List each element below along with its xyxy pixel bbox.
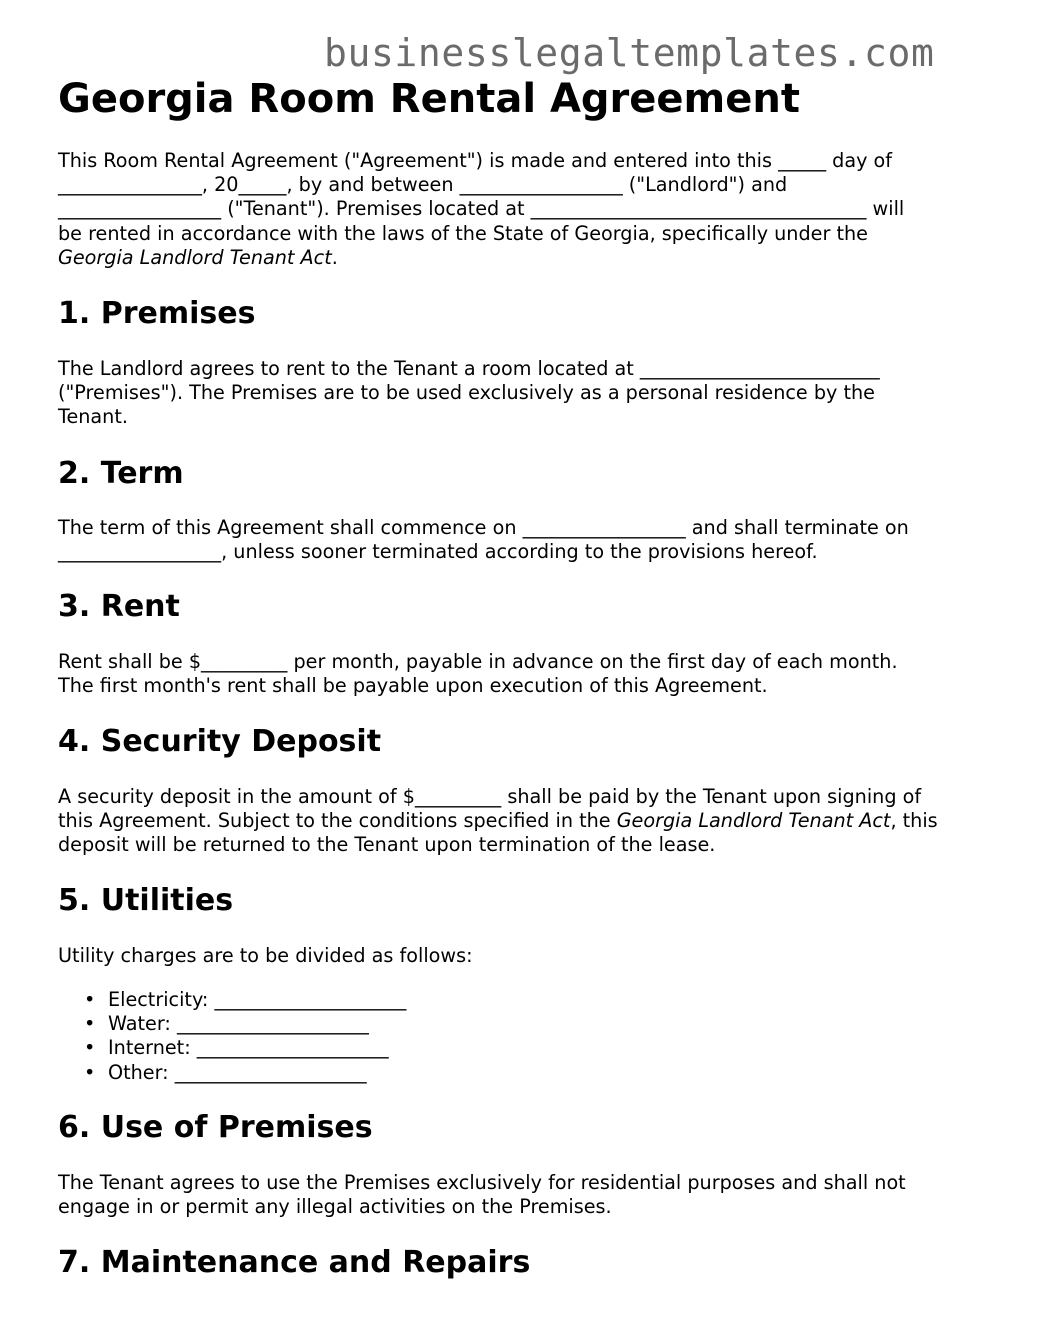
paragraph-line: The Tenant agrees to use the Premises exclusively for residential purposes and shall not [58,1171,906,1194]
paragraph-line: ("Premises"). The Premises are to be used exclusively as a personal residence by the [58,381,875,405]
utilities-list [84,988,406,1085]
watermark-site-name: businesslegaltemplates.com [324,31,935,75]
list-item [84,1012,406,1036]
bullet-icon: • [84,1060,96,1084]
section-heading-premises: 1. Premises [58,296,256,331]
use-of-premises-paragraph [58,1171,998,1219]
term-paragraph [58,516,998,564]
paragraph-line: engage in or permit any illegal activities on the Premises. [58,1195,612,1219]
intro-line: be rented in accordance with the laws of the State of Georgia, specifically under the [58,221,868,245]
intro-line: _______________, 20_____, by and between _________________ ("Landlord") and [58,173,788,197]
paragraph-line [58,809,998,833]
paragraph-line: The term of this Agreement shall commence on _________________ and shall terminate on [58,516,909,539]
paragraph-line: The first month's rent shall be payable upon execution of this Agreement. [58,674,768,698]
utilities-paragraph [58,944,998,968]
paragraph-line: deposit will be returned to the Tenant upon termination of the lease. [58,833,716,857]
intro-line-end: . [331,245,338,269]
intro-line: This Room Rental Agreement ("Agreement") is made and entered into this _____ day of [58,149,893,172]
utility-electricity: Electricity: ____________________ [108,988,407,1011]
security-deposit-paragraph [58,785,998,858]
bullet-icon: • [84,988,96,1011]
rent-paragraph [58,650,998,698]
intro-paragraph [58,149,998,270]
paragraph-line: _________________, unless sooner terminated according to the provisions hereof. [58,540,818,564]
section-heading-rent: 3. Rent [58,589,180,624]
paragraph-line: Utility charges are to be divided as follows: [58,944,473,967]
list-item [84,1036,406,1060]
utility-internet: Internet: ____________________ [108,1036,389,1060]
paragraph-line: Rent shall be $_________ per month, payable in advance on the first day of each month. [58,650,898,673]
utility-water: Water: ____________________ [108,1012,369,1036]
list-item [84,988,406,1012]
section-heading-term: 2. Term [58,456,184,491]
act-name-italic: Georgia Landlord Tenant Act [58,245,332,269]
act-name-italic: Georgia Landlord Tenant Act [616,809,891,833]
section-heading-use-of-premises: 6. Use of Premises [58,1110,373,1145]
intro-line [58,246,998,270]
document-title: Georgia Room Rental Agreement [58,76,800,122]
section-heading-security-deposit: 4. Security Deposit [58,724,382,759]
premises-paragraph [58,357,998,430]
section-heading-maintenance: 7. Maintenance and Repairs [58,1245,531,1280]
bullet-icon: • [84,1036,96,1060]
list-item [84,1061,406,1085]
paragraph-line-end: , this [890,809,938,833]
intro-line: _________________ ("Tenant"). Premises located at ___________________________________ will [58,197,905,221]
utility-other: Other: ____________________ [108,1060,367,1084]
bullet-icon: • [84,1012,96,1036]
paragraph-line: Tenant. [58,405,128,429]
section-heading-utilities: 5. Utilities [58,883,234,918]
paragraph-line: The Landlord agrees to rent to the Tenant a room located at _________________________ [58,357,880,380]
paragraph-line: A security deposit in the amount of $_________ shall be paid by the Tenant upon signing of [58,785,922,808]
paragraph-line-start: this Agreement. Subject to the conditions specified in the [58,809,611,833]
